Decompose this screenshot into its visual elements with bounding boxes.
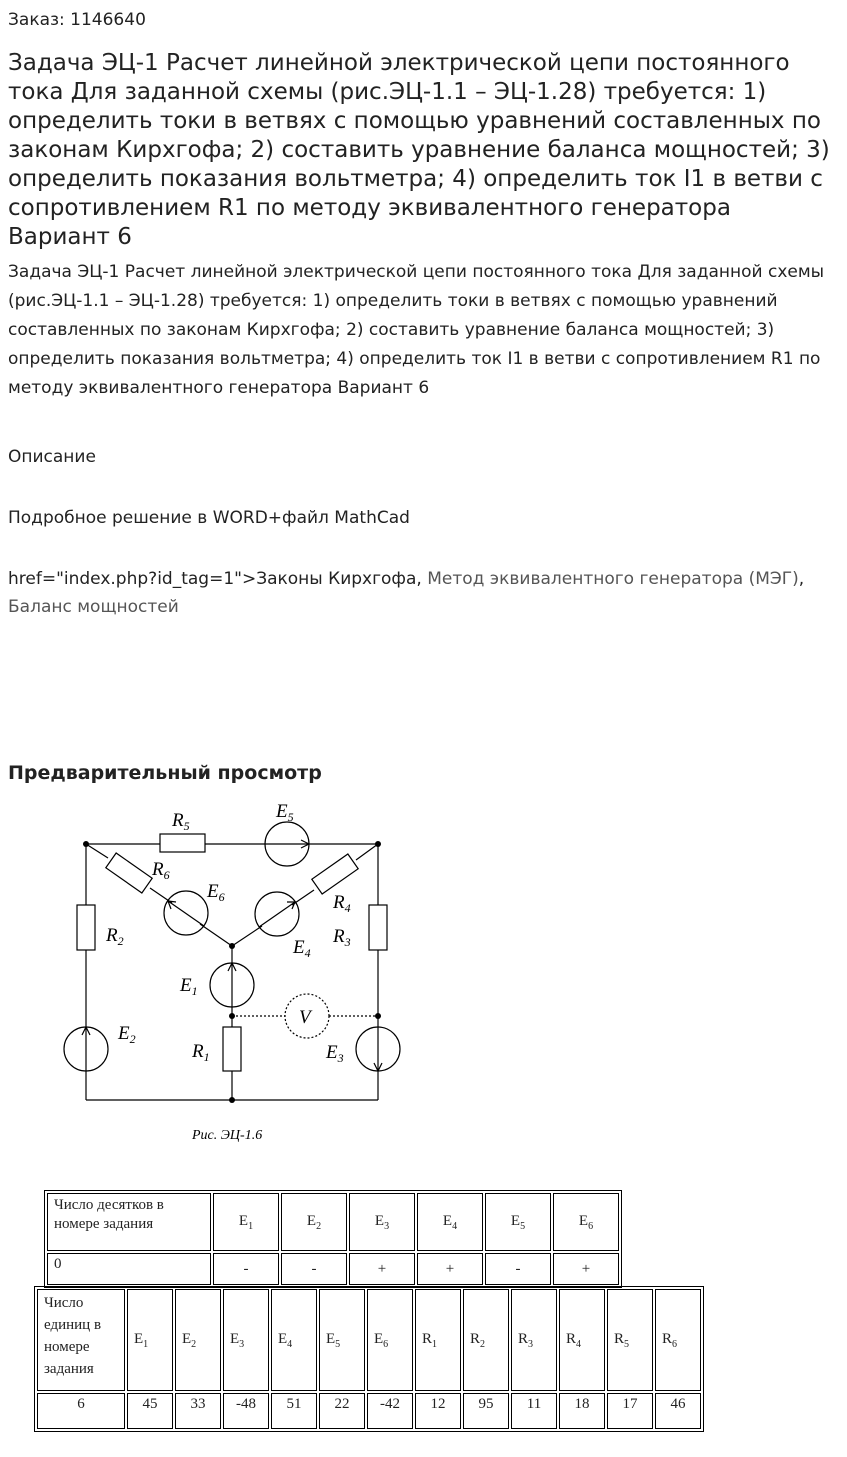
- col-e5: $E_5$: [319, 1289, 365, 1391]
- label-e2: $E_2$: [118, 1023, 136, 1046]
- table-cell: 46: [655, 1393, 701, 1429]
- table-cell: -48: [223, 1393, 269, 1429]
- col-e4: $E_4$: [271, 1289, 317, 1391]
- label-r3: $R_3$: [333, 926, 351, 949]
- table-cell: 12: [415, 1393, 461, 1429]
- label-e1: $E_1$: [180, 975, 198, 998]
- col-e6: $E_6$: [367, 1289, 413, 1391]
- description-heading: Описание: [8, 447, 96, 467]
- page-title: Задача ЭЦ-1 Расчет линейной электрической цепи постоянного тока Для заданной схемы (рис.ЭЦ-1.1 – ЭЦ-1.28) требуется: 1) определить токи в ветвях с помощью уравнений составленных по законам Кирхгофа; 2) составить уравнение баланса мощностей; 3) определить показания вольтметра; 4) определить ток I1 в ветви с сопротивлением R1 по методу эквивалентного генератора Вариант 6: [8, 50, 830, 250]
- table-row: [37, 1289, 701, 1391]
- col-r5: $R_5$: [607, 1289, 653, 1391]
- table-row: [37, 1393, 701, 1429]
- table-cell: -: [485, 1253, 551, 1285]
- table-cell: -: [281, 1253, 347, 1285]
- table-tens: [44, 1190, 622, 1288]
- tag-power-balance-link[interactable]: Баланс мощностей: [8, 597, 179, 617]
- col-r2: $R_2$: [463, 1289, 509, 1391]
- label-r1: $R_1$: [192, 1041, 210, 1064]
- col-e1: $E_1$: [127, 1289, 173, 1391]
- table-units: [34, 1286, 704, 1432]
- table-cell: -42: [367, 1393, 413, 1429]
- table-cell: 33: [175, 1393, 221, 1429]
- table-cell: -: [213, 1253, 279, 1285]
- col-r3: $R_3$: [511, 1289, 557, 1391]
- table-cell: 18: [559, 1393, 605, 1429]
- col-e1: $E_1$: [213, 1193, 279, 1251]
- label-r5: $R_5$: [172, 810, 190, 833]
- col-r6: $R_6$: [655, 1289, 701, 1391]
- col-e3: $E_3$: [349, 1193, 415, 1251]
- table-cell: 51: [271, 1393, 317, 1429]
- label-r4: $R_4$: [333, 892, 351, 915]
- col-e2: $E_2$: [175, 1289, 221, 1391]
- table-header-cell: Число единиц в номере задания: [37, 1289, 125, 1391]
- table-cell: 22: [319, 1393, 365, 1429]
- col-e4: $E_4$: [417, 1193, 483, 1251]
- label-e5: $E_5$: [276, 801, 294, 824]
- label-e4: $E_4$: [293, 937, 311, 960]
- label-e3: $E_3$: [326, 1042, 344, 1065]
- label-r6: $R_6$: [152, 859, 170, 882]
- col-e6: $E_6$: [553, 1193, 619, 1251]
- table-cell: +: [553, 1253, 619, 1285]
- order-number: Заказ: 1146640: [8, 10, 146, 30]
- row-label: 0: [47, 1253, 211, 1285]
- voltmeter-label: V: [299, 1007, 311, 1028]
- col-r4: $R_4$: [559, 1289, 605, 1391]
- circuit-diagram: [40, 795, 420, 1150]
- preview-heading: Предварительный просмотр: [8, 762, 322, 784]
- label-r2: $R_2$: [106, 925, 124, 948]
- table-cell: +: [349, 1253, 415, 1285]
- task-description: Задача ЭЦ-1 Расчет линейной электрической цепи постоянного тока Для заданной схемы (рис.ЭЦ-1.1 – ЭЦ-1.28) требуется: 1) определить токи в ветвях с помощью уравнений составленных по законам Кирхгофа; 2) составить уравнение баланса мощностей; 3) определить показания вольтметра; 4) определить ток I1 в ветви с сопротивлением R1 по методу эквивалентного генератора Вариант 6: [8, 262, 825, 398]
- row-label: 6: [37, 1393, 125, 1429]
- table-row: [47, 1193, 619, 1251]
- figure-caption: Рис. ЭЦ-1.6: [192, 1128, 263, 1143]
- tag-list: [8, 565, 843, 621]
- col-e5: $E_5$: [485, 1193, 551, 1251]
- label-e6: $E_6$: [207, 881, 225, 904]
- table-cell: 45: [127, 1393, 173, 1429]
- table-row: [47, 1253, 619, 1285]
- col-r1: $R_1$: [415, 1289, 461, 1391]
- table-header-cell: Число десятков в номере задания: [47, 1193, 211, 1251]
- solution-details: Подробное решение в WORD+файл MathCad: [8, 508, 410, 528]
- table-cell: +: [417, 1253, 483, 1285]
- tag-separator: ,: [798, 569, 805, 589]
- col-e3: $E_3$: [223, 1289, 269, 1391]
- table-cell: 95: [463, 1393, 509, 1429]
- table-cell: 17: [607, 1393, 653, 1429]
- table-cell: 11: [511, 1393, 557, 1429]
- tag-kirchhoff[interactable]: href="index.php?id_tag=1">Законы Кирхгофа,: [8, 569, 428, 589]
- tag-equivalent-generator-link[interactable]: Метод эквивалентного генератора (МЭГ): [427, 569, 799, 589]
- col-e2: $E_2$: [281, 1193, 347, 1251]
